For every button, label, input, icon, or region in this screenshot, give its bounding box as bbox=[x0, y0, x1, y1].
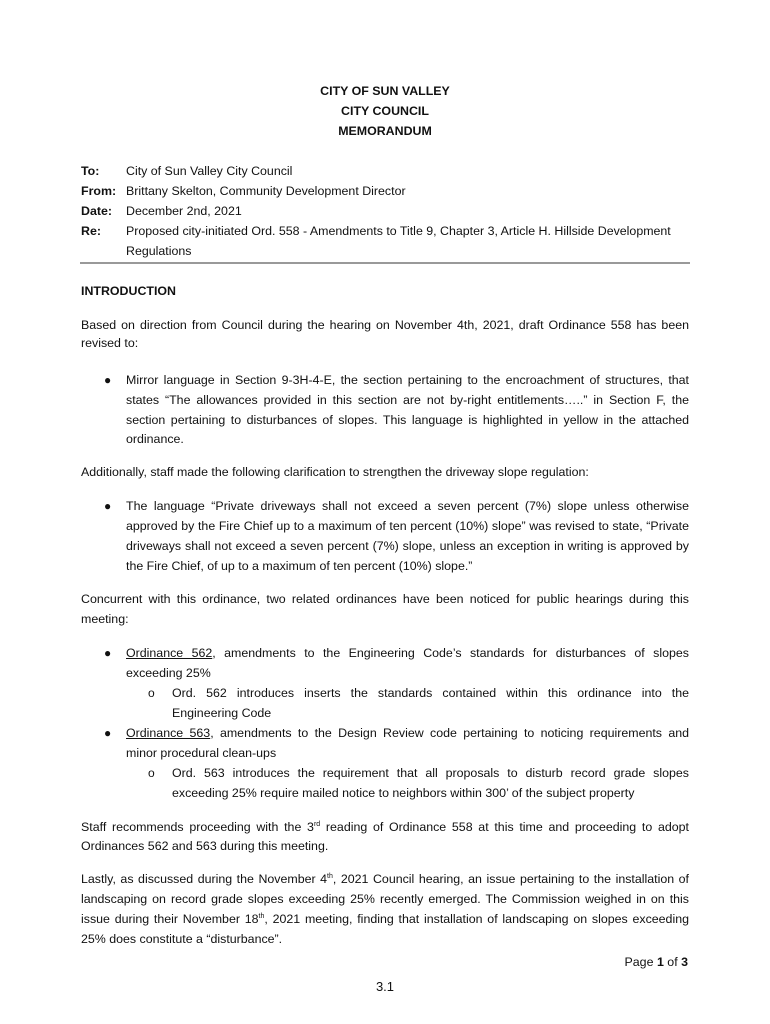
from-label: From: bbox=[81, 184, 117, 198]
bullet-1-line-2: states “The allowances provided in this section are not by-right entitlements…..” in Section F, the bbox=[126, 393, 689, 407]
paragraph-5-text-c: issue during their November 18 bbox=[81, 912, 259, 926]
sub-bullet-icon: o bbox=[148, 686, 155, 700]
ordinance-563-text: , amendments to the Design Review code pertaining to noticing requirements and bbox=[210, 726, 689, 740]
page-word: Page bbox=[624, 955, 654, 969]
bullet-2-line-4: the Fire Chief, of up to a maximum of ten percent (10%) slope.” bbox=[126, 559, 473, 573]
ordinance-562-line-1 bbox=[126, 643, 689, 663]
re-value-line-2: Regulations bbox=[126, 244, 192, 258]
paragraph-4-line-2: Ordinances 562 and 563 during this meeting. bbox=[81, 839, 329, 853]
paragraph-5-line-1 bbox=[81, 869, 689, 889]
to-label: To: bbox=[81, 164, 100, 178]
header-divider bbox=[80, 262, 690, 264]
sub-bullet-icon: o bbox=[148, 766, 155, 780]
bullet-icon: ● bbox=[104, 373, 112, 387]
re-value-line-1: Proposed city-initiated Ord. 558 - Amendments to Title 9, Chapter 3, Article H. Hillside Development bbox=[126, 224, 671, 238]
section-heading-introduction: INTRODUCTION bbox=[81, 284, 176, 298]
header-council: CITY COUNCIL bbox=[341, 104, 429, 118]
bullet-2-line-2: approved by the Fire Chief up to a maximum of ten percent (10%) slope” was revised to state, “Private bbox=[126, 519, 689, 533]
paragraph-3-line-2: meeting: bbox=[81, 612, 129, 626]
ordinance-563-sub-line-2: exceeding 25% require mailed notice to neighbors within 300’ of the subject property bbox=[172, 786, 635, 800]
paragraph-5-text-d: , 2021 meeting, finding that installation of landscaping on slopes exceeding bbox=[264, 912, 689, 926]
page-number bbox=[625, 952, 688, 972]
footer-item-number: 3.1 bbox=[375, 979, 395, 994]
paragraph-5-line-3 bbox=[81, 909, 689, 929]
header-memorandum: MEMORANDUM bbox=[338, 124, 432, 138]
header-city: CITY OF SUN VALLEY bbox=[320, 84, 450, 98]
paragraph-1-line-1: Based on direction from Council during the hearing on November 4th, 2021, draft Ordinance 558 has been bbox=[81, 318, 689, 332]
bullet-2-line-3: driveways shall not exceed a seven percent (7%) slope, unless an exception in writing is approved by bbox=[126, 539, 689, 553]
ordinance-563-sub-line-1: Ord. 563 introduces the requirement that all proposals to disturb record grade slopes bbox=[172, 766, 689, 780]
paragraph-5-line-4: 25% does constitute a “disturbance”. bbox=[81, 932, 283, 946]
bullet-icon: ● bbox=[104, 646, 112, 660]
ordinance-563-line-2: minor procedural clean-ups bbox=[126, 746, 277, 760]
ordinance-562-sub-line-2: Engineering Code bbox=[172, 706, 272, 720]
paragraph-2: Additionally, staff made the following clarification to strengthen the driveway slope regulation: bbox=[81, 465, 589, 479]
ordinance-562-line-2: exceeding 25% bbox=[126, 666, 211, 680]
paragraph-4-text-a: Staff recommends proceeding with the 3 bbox=[81, 820, 314, 834]
ordinance-562-link[interactable]: Ordinance 562 bbox=[126, 646, 213, 660]
paragraph-5-sup-2: th bbox=[258, 912, 265, 920]
paragraph-5-text-b: , 2021 Council hearing, an issue pertaining to the installation of bbox=[332, 872, 689, 886]
paragraph-5-sup-1: th bbox=[327, 872, 333, 880]
date-value: December 2nd, 2021 bbox=[126, 204, 242, 218]
bullet-icon: ● bbox=[104, 499, 112, 513]
paragraph-3-line-1: Concurrent with this ordinance, two related ordinances have been noticed for public hearings during this bbox=[81, 592, 689, 606]
bullet-1-line-3: section pertaining to disturbances of slopes. This language is highlighted in yellow in the attached bbox=[126, 413, 689, 427]
re-label: Re: bbox=[81, 224, 101, 238]
page-total: 3 bbox=[681, 955, 688, 969]
paragraph-4-line-1 bbox=[81, 817, 689, 837]
paragraph-5-text-a: Lastly, as discussed during the November 4 bbox=[81, 872, 328, 886]
paragraph-4-sup: rd bbox=[313, 820, 321, 828]
ordinance-563-link[interactable]: Ordinance 563 bbox=[126, 726, 211, 740]
ordinance-563-line-1 bbox=[126, 723, 689, 743]
bullet-icon: ● bbox=[104, 726, 112, 740]
date-label: Date: bbox=[81, 204, 112, 218]
ordinance-562-sub-line-1: Ord. 562 introduces inserts the standards contained within this ordinance into the bbox=[172, 686, 689, 700]
page-current: 1 bbox=[656, 955, 664, 969]
from-value: Brittany Skelton, Community Development Director bbox=[126, 184, 406, 198]
paragraph-4-text-b: reading of Ordinance 558 at this time and proceeding to adopt bbox=[320, 820, 689, 834]
page-of-word: of bbox=[667, 955, 678, 969]
ordinance-562-text: , amendments to the Engineering Code’s standards for disturbances of slopes bbox=[212, 646, 689, 660]
paragraph-5-line-2: landscaping on record grade slopes exceeding 25% recently emerged. The Commission weighed in on this bbox=[81, 892, 689, 906]
paragraph-1-line-2: revised to: bbox=[81, 336, 139, 350]
bullet-1-line-4: ordinance. bbox=[126, 432, 184, 446]
bullet-1-line-1: Mirror language in Section 9-3H-4-E, the section pertaining to the encroachment of structures, that bbox=[126, 373, 689, 387]
to-value: City of Sun Valley City Council bbox=[126, 164, 293, 178]
bullet-2-line-1: The language “Private driveways shall not exceed a seven percent (7%) slope unless otherwise bbox=[126, 499, 689, 513]
